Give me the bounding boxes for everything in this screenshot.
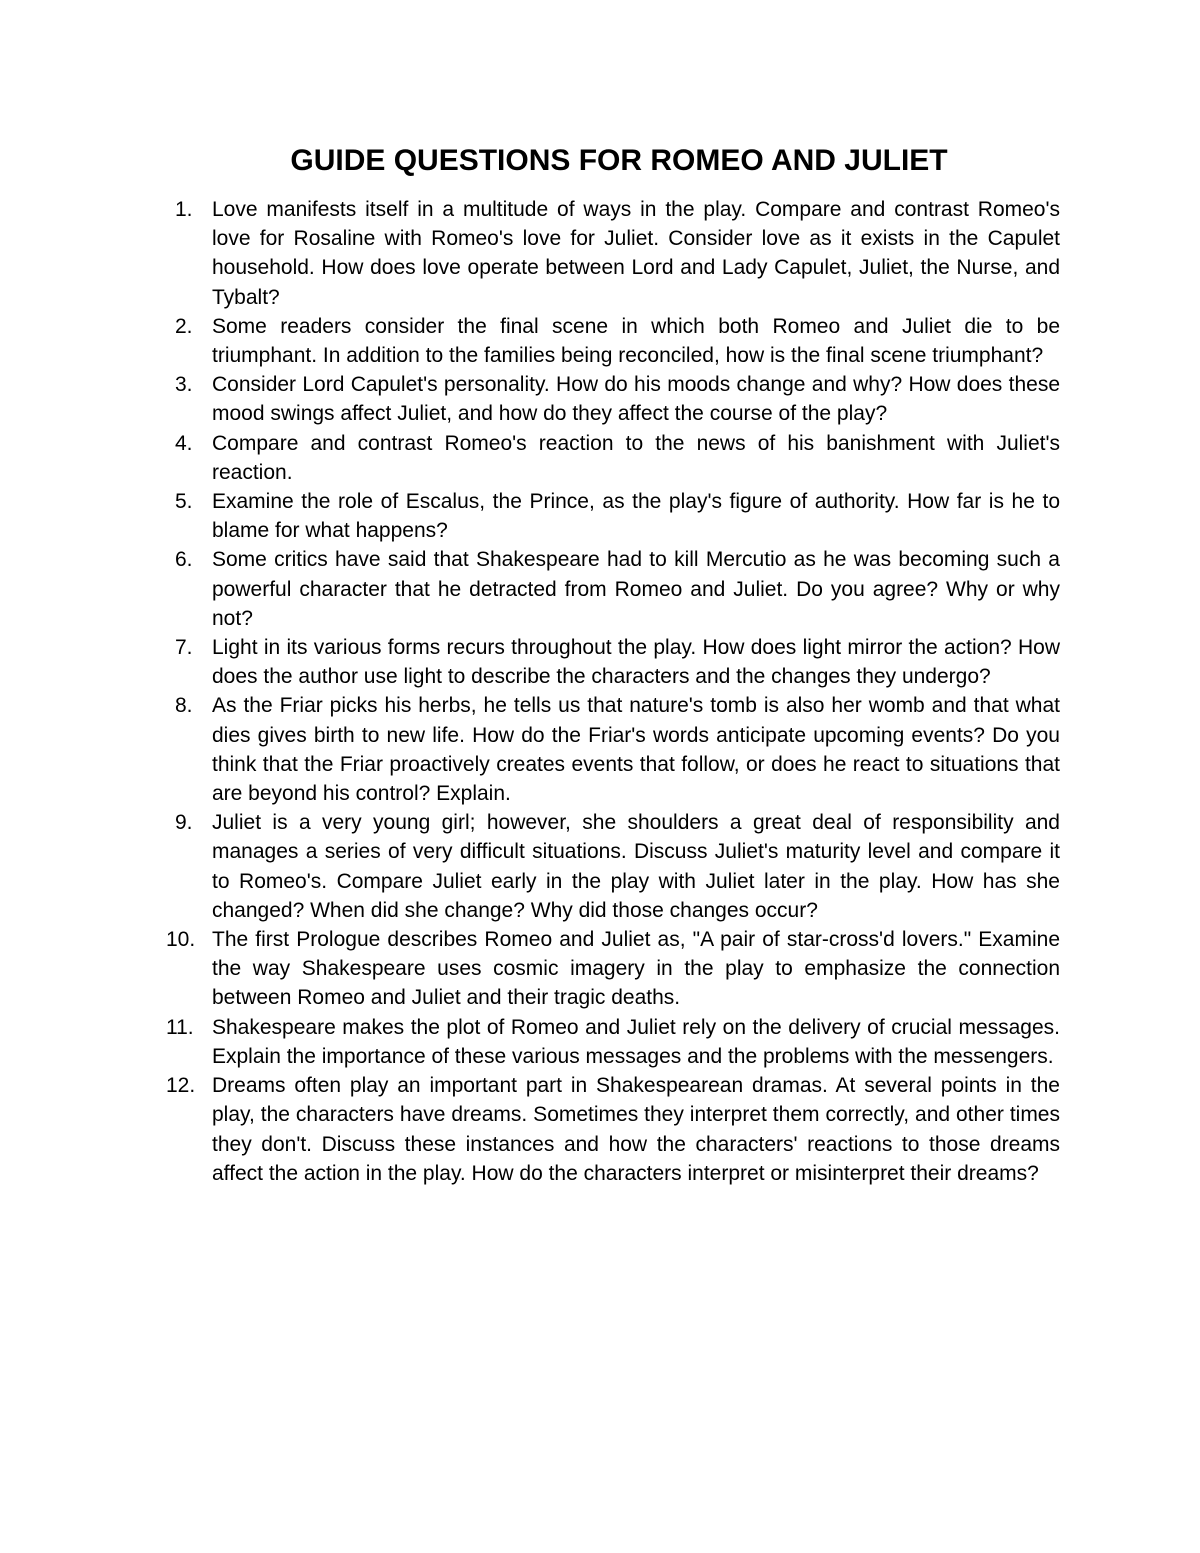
question-number: 6. <box>175 548 193 572</box>
question-number: 2. <box>175 314 193 338</box>
question-item <box>166 925 1060 1013</box>
question-item <box>166 1071 1060 1188</box>
question-text: Compare and contrast Romeo's reaction to the news of his banishment with Juliet's reaction. <box>212 431 1060 484</box>
question-item <box>166 370 1060 428</box>
question-text: Love manifests itself in a multitude of ways in the play. Compare and contrast Romeo's love for Rosaline with Romeo's love for Juliet. Consider love as it exists in the Capulet household. How does love operate between Lord and Lady Capulet, Juliet, the Nurse, and Tybalt? <box>212 198 1060 309</box>
document-title: GUIDE QUESTIONS FOR ROMEO AND JULIET <box>290 144 948 177</box>
question-text: Dreams often play an important part in Shakespearean dramas. At several points in the play, the characters have dreams. Sometimes they interpret them correctly, and other times they don't. Discuss these instances and how the characters' reactions to those dreams affect the action in the play. How do the characters interpret or misinterpret their dreams? <box>212 1074 1060 1185</box>
question-item <box>166 195 1060 312</box>
question-number: 11. <box>166 1015 194 1039</box>
question-item <box>166 808 1060 925</box>
question-item <box>166 1013 1060 1071</box>
question-text: Juliet is a very young girl; however, she shoulders a great deal of responsibility and manages a series of very difficult situations. Discuss Juliet's maturity level and compare it to Romeo's. Compare Juliet early in the play with Juliet later in the play. How has she changed? When did she change? Why did those changes occur? <box>212 811 1060 922</box>
question-number: 10. <box>166 928 196 952</box>
question-item <box>166 429 1060 487</box>
question-text: Examine the role of Escalus, the Prince, as the play's figure of authority. How far is he to blame for what happens? <box>212 490 1060 543</box>
question-number: 3. <box>175 373 193 397</box>
question-text: Light in its various forms recurs throughout the play. How does light mirror the action? How does the author use light to describe the characters and the changes they undergo? <box>212 636 1060 689</box>
question-list <box>166 195 1060 1188</box>
question-item <box>166 312 1060 370</box>
question-text: Some readers consider the final scene in which both Romeo and Juliet die to be triumphant. In addition to the families being reconciled, how is the final scene triumphant? <box>212 314 1060 368</box>
question-number: 5. <box>175 490 193 514</box>
question-text: Some critics have said that Shakespeare had to kill Mercutio as he was becoming such a powerful character that he detracted from Romeo and Juliet. Do you agree? Why or why not? <box>212 548 1060 630</box>
question-text: The first Prologue describes Romeo and Juliet as, "A pair of star-cross'd lovers." Examine the way Shakespeare uses cosmic imagery in the play to emphasize the connection between Romeo and Juliet and their tragic deaths. <box>212 928 1060 1010</box>
question-number: 12. <box>166 1074 196 1098</box>
question-item <box>166 633 1060 691</box>
question-number: 8. <box>175 694 193 718</box>
question-number: 7. <box>175 636 193 660</box>
question-number: 1. <box>175 198 193 221</box>
question-item <box>166 691 1060 808</box>
question-text: Consider Lord Capulet's personality. How do his moods change and why? How does these mood swings affect Juliet, and how do they affect the course of the play? <box>212 373 1060 426</box>
question-text: Shakespeare makes the plot of Romeo and Juliet rely on the delivery of crucial messages. Explain the importance of these various messages and the problems with the messengers. <box>212 1015 1060 1068</box>
question-text: As the Friar picks his herbs, he tells us that nature's tomb is also her womb and that what dies gives birth to new life. How do the Friar's words anticipate upcoming events? Do you think that the Friar proactively creates events that follow, or does he react to situations that are beyond his control? Explain. <box>212 694 1060 806</box>
question-item <box>166 545 1060 633</box>
question-number: 4. <box>175 431 193 455</box>
question-number: 9. <box>175 811 193 835</box>
question-item <box>166 487 1060 545</box>
